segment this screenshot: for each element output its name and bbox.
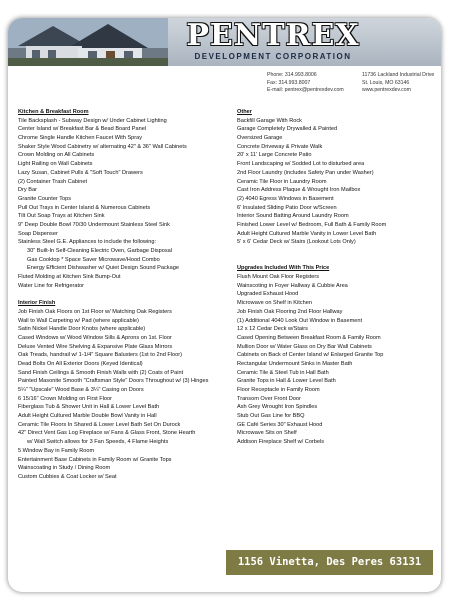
feature-item: Sand Finish Ceilings & Smooth Finish Walls with (2) Coats of Paint (18, 369, 184, 376)
feature-item: Finished Lower Level w/ Bedroom, Full Bath & Family Room (237, 221, 387, 228)
section-heading: Interior Finish (18, 300, 56, 307)
feature-item: Wall to Wall Carpeting w/ Pad (where applicable) (18, 317, 139, 324)
feature-item: Oak Treads, handrail w/ 1-1/4" Square Balusters (1st to 2nd Floor) (18, 352, 182, 359)
feature-item: Light Railing on Wall Cabinets (18, 161, 93, 168)
street-text: 11736 Lackland Industrial Drive (362, 72, 435, 78)
feature-item: Adult Height Cultured Marble Double Bowl Vanity in Hall (18, 413, 157, 420)
feature-item: Floor Receptacle in Family Room (237, 387, 320, 393)
feature-item: 9" Deep Double Bowl 70/30 Undermount Stainless Steel Sink (18, 221, 170, 228)
feature-item: Ash Grey Wrought Iron Spindles (237, 404, 318, 411)
feature-item: Custom Cubbies & Coat Locker w/ Seat (18, 473, 117, 480)
property-address: 1156 Vinetta, Des Peres 63131 (237, 556, 422, 568)
phone-text: Phone: 314.993.8006 (267, 72, 317, 78)
feature-item: 6' Insulated Sliding Patio Door w/Screen (237, 204, 337, 211)
feature-item: Cased Windows w/ Wood Window Sills & Aprons on 1st. Floor (18, 334, 172, 341)
feature-item: Fluted Molding at Kitchen Sink Bump-Out (18, 274, 121, 281)
feature-item: Soap Dispenser (18, 230, 58, 237)
feature-item: 5¼" "Upscale" Wood Base & 3¼" Casing on Doors (18, 387, 144, 393)
address-info (362, 72, 434, 95)
feature-item: Oversized Garage (237, 135, 283, 142)
feature-item: Cased Opening Between Breakfast Room & Family Room (237, 334, 381, 341)
feature-item: Interior Sound Batting Around Laundry Room (237, 213, 349, 220)
feature-item: Energy Efficient Dishwasher w/ Quiet Design Sound Package (27, 265, 179, 272)
feature-item: Ceramic Tile & Steel Tub in Hall Bath (237, 369, 329, 376)
feature-item (18, 290, 233, 299)
feature-item: Front Landscaping w/ Sodded Lot to disturbed area (237, 161, 365, 168)
feature-item: Cabinets on Back of Center Island w/ Enlarged Granite Top (237, 352, 384, 359)
feature-item: Deluxe Vented Wire Shelving & Expansive Plate Glass Mirrors (18, 343, 173, 350)
feature-item: 6 15/16" Crown Molding on First Floor (18, 395, 113, 402)
feature-item: Backfill Garage With Rock (237, 117, 302, 124)
spec-sheet (8, 18, 441, 592)
feature-item: w/ Wall Switch allows for 3 Fan Speeds, 4 Flame Heights (27, 439, 169, 446)
website-link[interactable]: www.pentrexdev.com (362, 87, 411, 93)
header-banner (8, 18, 441, 66)
feature-item: Job Finish Oak Flooring 2nd Floor Hallway (237, 308, 343, 315)
feature-item: Chrome Single Handle Kitchen Faucet With Spray (18, 135, 143, 142)
feature-item: 5' x 6' Cedar Deck w/ Stairs (Lookout Lots Only) (237, 239, 356, 246)
feature-item: Transom Over Front Door (237, 395, 301, 402)
feature-item: Granite Counter Tops (18, 195, 72, 202)
feature-item: Cast Iron Address Plaque & Wrought Iron Mailbox (237, 187, 361, 194)
brand-logo (168, 18, 378, 65)
feature-item: Flush Mount Oak Floor Registers (237, 274, 320, 281)
feature-item: Ceramic Tile Floors In Shared & Lower Level Bath Set On Durock (18, 421, 181, 428)
feature-item: Adult Height Cultured Marble Vanity in Lower Level Bath (237, 230, 377, 237)
feature-item: Rectangular Undermount Sinks in Master Bath (237, 360, 353, 367)
email-link[interactable]: E-mail: pentrex@pentrexdev.com (267, 87, 344, 93)
house-photo-icon (8, 18, 168, 66)
feature-item: 42" Direct Vent Gas Log Fireplace w/ Fans & Glass Front, Stone Hearth (18, 430, 196, 437)
feature-item: (1) Additional 4040 Look Out Window in Basement (237, 317, 362, 324)
feature-item: Dry Bar (18, 187, 37, 194)
section-heading: Upgrades Included With This Price (237, 265, 330, 272)
feature-item: (2) 4040 Egress Windows in Basement (237, 195, 334, 202)
feature-item: Gas Cooktop * Space Saver Microwave/Hood Combo (27, 256, 160, 263)
feature-item: Water Line for Refrigerator (18, 282, 85, 289)
feature-item: Shaker Style Wood Cabinetry w/ alternating 42" & 36" Wall Cabinets (18, 143, 187, 150)
feature-item: Garage Completely Drywalled & Painted (237, 126, 338, 133)
feature-item: Pull Out Trays in Center Island & Numerous Cabinets (18, 204, 151, 211)
feature-item: Dead Bolts On All Exterior Doors (Keyed Identical) (18, 360, 143, 367)
feature-item: Mullion Door w/ Water Glass on Dry Bar Wall Cabinets (237, 343, 372, 350)
feature-item: 2nd Floor Laundry (includes Safety Pan under Washer) (237, 169, 374, 176)
feature-item (237, 256, 437, 265)
section-heading: Other (237, 109, 252, 115)
feature-item: Center Island w/ Breakfast Bar & Bead Board Panel (18, 126, 147, 133)
feature-item: Granite Tops in Hall & Lower Level Bath (237, 378, 336, 385)
section-heading: Kitchen & Breakfast Room (18, 109, 89, 115)
feature-item: Stainless Steel G.E. Appliances to include the following: (18, 239, 157, 246)
feature-item: Satin Nickel Handle Door Knobs (where applicable) (18, 326, 146, 333)
feature-item: GE Café Series 30" Exhaust Hood (237, 421, 323, 428)
feature-item: Tilt Out Soap Trays at Kitchen Sink (18, 213, 105, 220)
feature-item: Microwave on Shelf in Kitchen (237, 300, 312, 307)
feature-item: Fiberglass Tub & Shower Unit in Hall & Lower Level Bath (18, 404, 160, 411)
feature-item: Concrete Driveway & Private Walk (237, 143, 323, 150)
feature-item: Wainscoating in Study / Dining Room (18, 465, 111, 472)
feature-item: 20' x 11' Large Concrete Patio (237, 152, 312, 159)
feature-item: 5 Window Bay in Family Room (18, 447, 95, 454)
feature-item: Lazy Susan, Cabinet Pulls & "Soft Touch" Drawers (18, 169, 143, 176)
brand-tagline: DEVELOPMENT CORPORATION (194, 52, 352, 61)
feature-item: Upgraded Exhaust Hood (237, 291, 299, 298)
feature-item: 30" Built-In Self-Cleaning Electric Oven, Garbage Disposal (27, 248, 173, 254)
feature-item: Entertainment Base Cabinets in Family Room w/ Granite Tops (18, 456, 172, 463)
feature-item: 12 x 12 Cedar Deck w/Stairs (237, 326, 308, 333)
city-text: St. Louis, MO 63146 (362, 79, 410, 86)
feature-item: Ceramic Tile Floor in Laundry Room (237, 178, 327, 185)
feature-item (237, 247, 437, 256)
feature-item: Tile Backsplash - Subway Design w/ Under Cabinet Lighting (18, 117, 167, 124)
feature-item: Addison Fireplace Shelf w/ Corbels (237, 439, 325, 446)
left-feature-column (18, 108, 233, 482)
feature-item: Job Finish Oak Floors on 1st Floor w/ Matching Oak Registers (18, 308, 172, 315)
feature-item: Stub Out Gas Line for BBQ (237, 413, 305, 420)
brand-name: PENTREX (186, 18, 360, 53)
feature-item: Microwave Sits on Shelf (237, 430, 297, 437)
feature-item: (2) Container Trash Cabinet (18, 178, 88, 185)
right-feature-column (237, 108, 437, 447)
feature-item: Crown Molding on All Cabinets (18, 152, 95, 159)
feature-item: Painted Masonite Smooth "Craftsman Style" Doors Throughout w/ (3) Hinges (18, 378, 209, 385)
feature-item: Wainscoting in Foyer Hallway & Cubbie Area (237, 282, 348, 289)
contact-info (267, 72, 344, 95)
property-address-bar (226, 550, 433, 575)
fax-text: Fax: 314.993.8007 (267, 79, 311, 86)
